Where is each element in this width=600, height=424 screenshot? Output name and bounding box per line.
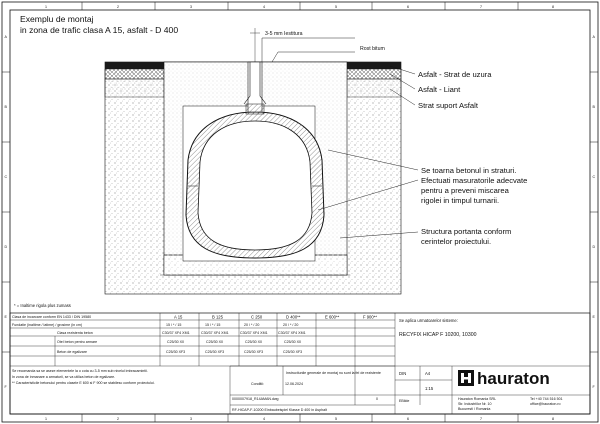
concrete-note-line: rigolei in timpul turnarii.: [421, 196, 500, 205]
drawing-caption: RF-HICAP-F-10200 Einbaubeispiel Klasse D 400 in Asphalt: [232, 408, 327, 412]
address-line: Str. Industriilor Nr. 10: [458, 402, 492, 406]
support-note-line: Structura portanta conform: [421, 227, 512, 236]
cell: 15 / * / 15: [205, 323, 221, 327]
border-letter: F: [4, 385, 7, 389]
border-number: 2: [117, 5, 119, 9]
table-row: [57, 340, 301, 344]
border-number: 1: [45, 5, 47, 9]
hauraton-logo: [458, 369, 550, 388]
border-number: 3: [190, 417, 192, 421]
border-letter: F: [592, 385, 595, 389]
brand-name: hauraton: [477, 369, 550, 388]
table-header-col: C 250: [251, 314, 263, 320]
border-letter: D: [4, 245, 8, 249]
asphalt-wear-right: [347, 62, 401, 69]
spec-table: [10, 313, 590, 414]
address-line: Bucuresti / Romania: [458, 407, 491, 411]
border-letter: E: [4, 315, 7, 319]
conditii-label: Conditii:: [251, 382, 264, 386]
border-letter: C: [592, 175, 596, 179]
border-number: 3: [190, 5, 192, 9]
table-header-col: F 900**: [363, 314, 377, 320]
table-note: ** Caracteristicile betonului pentru clasele E 600 si F 900 se stabilesc conform proiectului.: [12, 381, 155, 385]
border-number: 7: [480, 5, 482, 9]
table-header-class: Clasa de incarcare conform EN 1433 / DIN 19580: [12, 315, 92, 319]
table-note: In zona de inmanare a armaturii, se va utiliza beton de egalizare.: [12, 375, 116, 379]
border-letter: A: [592, 35, 595, 39]
border-number: 1: [45, 417, 47, 421]
din-label: DIN: [399, 371, 407, 376]
border-number: 2: [117, 417, 119, 421]
border-number: 4: [263, 5, 265, 9]
revision-number: 0: [376, 397, 378, 401]
cell: C30/37 XF4 XM1: [278, 331, 306, 335]
border-number: 4: [263, 417, 265, 421]
table-header-col: D 400**: [286, 314, 301, 320]
cell: C25/30 XF3: [244, 350, 264, 354]
format-value: A4: [425, 371, 431, 376]
cell: C30/37 XF4 XM1: [201, 331, 229, 335]
table-header-col: B 125: [212, 314, 223, 320]
asphalt-base-left: [105, 79, 164, 97]
channel-inner-wall: [198, 121, 312, 250]
asphalt-binder-right: [347, 69, 401, 79]
border-number: 5: [335, 417, 337, 421]
product-name: RECYFIX HICAP F 10200, 10300: [399, 332, 477, 338]
concrete-note-line: Efectuati masuratorile adecvate: [421, 176, 528, 185]
drawing-date: 12.06.2024: [285, 382, 303, 386]
asphalt-binder-left: [105, 69, 164, 79]
wear-layer-label: Asfalt - Strat de uzura: [418, 70, 492, 79]
row-label: Otel beton pentru armare: [57, 340, 98, 344]
contact-line: office@hauraton.ro: [530, 402, 561, 406]
units-label: EBilde: [399, 399, 410, 403]
cell: C25/30 X0: [206, 340, 223, 344]
border-number: 6: [407, 417, 409, 421]
border-letter: C: [4, 175, 8, 179]
border-number: 8: [552, 417, 554, 421]
concrete-note-line: pentru a preveni miscarea: [421, 186, 509, 195]
bitumen-label: Rost bitum: [360, 46, 385, 52]
contact-line: Tel +40 744 516 501: [530, 397, 563, 401]
footnote: * = Inaltime rigola plus zumass: [14, 303, 71, 308]
support-note: [421, 227, 511, 246]
product-label: Se aplica urmatoarelor sisteme:: [399, 318, 458, 323]
gap-label: 3-5 mm Iestitura: [265, 31, 303, 37]
cell: 20 / * / 20: [244, 323, 260, 327]
table-row: [12, 323, 298, 327]
border-numbers-top: [45, 5, 554, 9]
border-letter: B: [592, 105, 595, 109]
border-letter: D: [592, 245, 596, 249]
drawing-subtitle: in zona de trafic clasa A 15, asfalt - D 400: [20, 25, 179, 35]
border-letter: A: [4, 35, 7, 39]
row-label: Clasa rezistenta beton: [57, 331, 93, 335]
table-row: [57, 331, 306, 335]
border-number: 6: [407, 5, 409, 9]
row-label: Fundatie (inaltime / latime) / grosime (in cm): [12, 323, 83, 327]
table-row: [57, 350, 302, 354]
table-header-col: E 600**: [325, 314, 340, 320]
drawing-number: 0000007918_R14AMAN.dwg: [232, 397, 279, 401]
base-layer-label: Strat suport Asfalt: [418, 101, 478, 110]
cell: C30/37 XF4 XM1: [240, 331, 268, 335]
asphalt-wear-left: [105, 62, 164, 69]
cell: 15 / * / 15: [166, 323, 182, 327]
binder-layer-label: Asfalt - Liant: [418, 85, 461, 94]
cell: C25/30 XF3: [283, 350, 303, 354]
border-number: 8: [552, 5, 554, 9]
cell: C30/37 XF4 XM1: [162, 331, 190, 335]
border-letter: B: [4, 105, 7, 109]
border-number: 7: [480, 417, 482, 421]
cross-section: [105, 28, 401, 294]
instructions-text: Instructiunile generale de montaj nu sunt la fel de rezistente: [286, 371, 381, 375]
cell: 20 / * / 20: [283, 323, 299, 327]
border-numbers-bottom: [45, 417, 554, 421]
table-note: Se recomanda sa se aseze elementele la o cota cu 3-5 mm sub nivelul imbracamintii.: [12, 369, 148, 373]
scale-value: 1:15: [425, 386, 434, 391]
cell: C25/30 XF3: [166, 350, 186, 354]
cell: C25/30 XF3: [205, 350, 225, 354]
cell: C25/30 X0: [167, 340, 184, 344]
concrete-note-line: Se toarna betonul in straturi.: [421, 166, 517, 175]
support-note-line: cerintelor proiectului.: [421, 237, 492, 246]
asphalt-base-right: [347, 79, 401, 97]
border-letter: E: [592, 315, 595, 319]
title-block: [230, 366, 590, 414]
address-line: Hauraton Romania SRL: [458, 397, 497, 401]
border-number: 5: [335, 5, 337, 9]
concrete-note: [421, 166, 527, 205]
cell: C25/30 X0: [245, 340, 262, 344]
table-header-col: A 15: [174, 314, 183, 320]
cell: C25/30 X0: [284, 340, 301, 344]
row-label: Beton de egalizare: [57, 350, 87, 354]
drawing-title: Exemplu de montaj: [20, 14, 94, 24]
